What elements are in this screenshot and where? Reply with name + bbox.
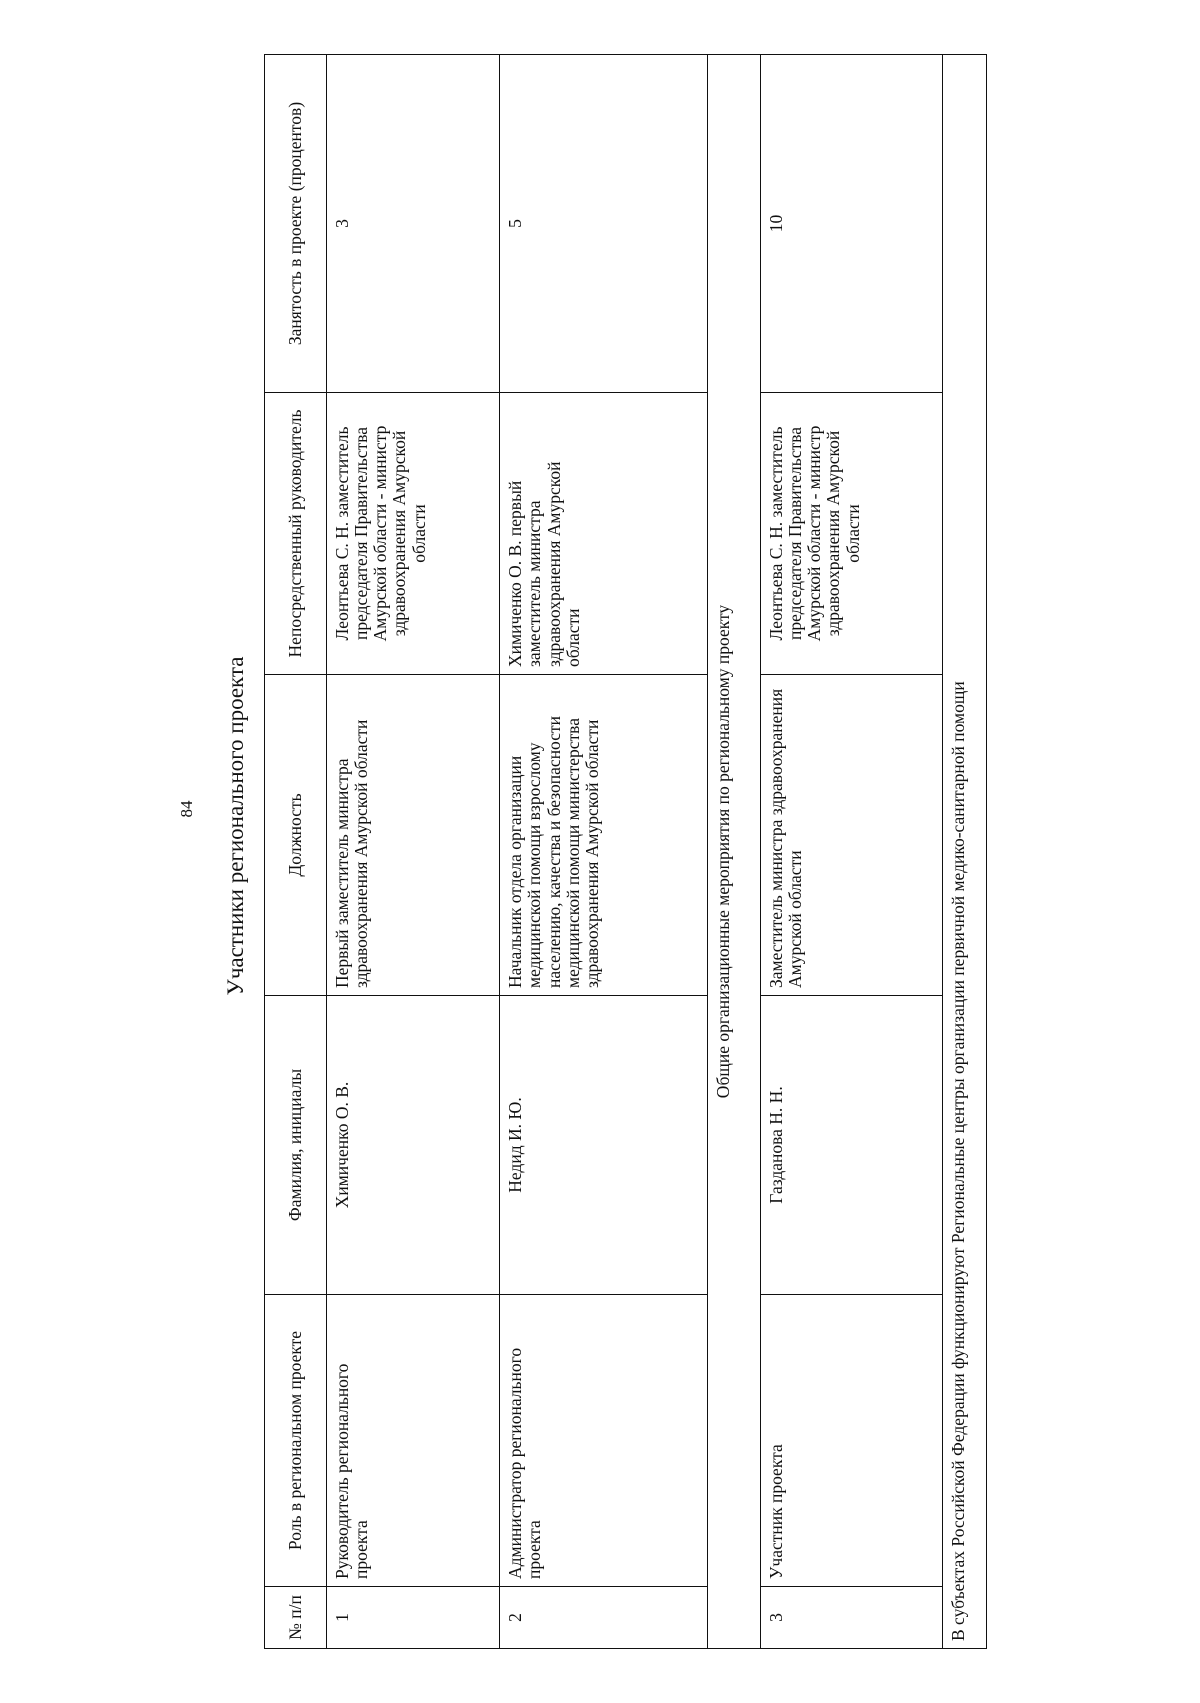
row-num: 1 — [326, 1587, 500, 1649]
row-name: Недид И. Ю. — [500, 996, 708, 1295]
row-name: Химиченко О. В. — [326, 996, 500, 1295]
table-row — [326, 55, 500, 1649]
footer-row-text: В субъектах Российской Федерации функционируют Региональные центры организации первичной медико-санитарной помощи — [943, 55, 987, 1649]
row-role: Администратор регионального проекта — [500, 1295, 708, 1587]
page-number: 84 — [177, 800, 196, 818]
row-role: Участник проекта — [760, 1295, 942, 1587]
footer-row — [943, 55, 987, 1649]
row-position: Первый заместитель министра здравоохранения Амурской области — [326, 675, 500, 996]
row-position: Заместитель министра здравоохранения Амурской области — [760, 675, 942, 996]
header-role: Роль в региональном проекте — [265, 1295, 327, 1587]
table-header-row — [265, 55, 327, 1649]
participants-table-frame — [264, 55, 987, 1649]
header-supervisor: Непосредственный руководитель — [265, 393, 327, 675]
row-name: Газданова Н. Н. — [760, 996, 942, 1295]
row-employment: 3 — [326, 55, 500, 393]
header-name: Фамилия, инициалы — [265, 996, 327, 1295]
section-row — [707, 55, 760, 1649]
participants-table — [264, 54, 987, 1649]
row-supervisor: Леонтьева С. Н. заместитель председателя Правительства Амурской области - министр здравоохранения Амурской области — [760, 393, 942, 675]
document-title: Участники регионального проекта — [223, 656, 248, 996]
section-row-text: Общие организационные мероприятия по региональному проекту — [707, 55, 760, 1649]
table-row — [760, 55, 942, 1649]
header-position: Должность — [265, 675, 327, 996]
header-num: № п/п — [265, 1587, 327, 1649]
table-row — [500, 55, 708, 1649]
row-employment: 5 — [500, 55, 708, 393]
row-position: Начальник отдела организации медицинской помощи взрослому населению, качества и безопасности медицинской помощи министерства здравоохранения Амурской области — [500, 675, 708, 996]
row-num: 3 — [760, 1587, 942, 1649]
row-supervisor: Химиченко О. В. первый заместитель министра здравоохранения Амурской области — [500, 393, 708, 675]
row-num: 2 — [500, 1587, 708, 1649]
row-role: Руководитель регионального проекта — [326, 1295, 500, 1587]
row-supervisor: Леонтьева С. Н. заместитель председателя Правительства Амурской области - министр здравоохранения Амурской области — [326, 393, 500, 675]
header-employment: Занятость в проекте (процентов) — [265, 55, 327, 393]
row-employment: 10 — [760, 55, 942, 393]
